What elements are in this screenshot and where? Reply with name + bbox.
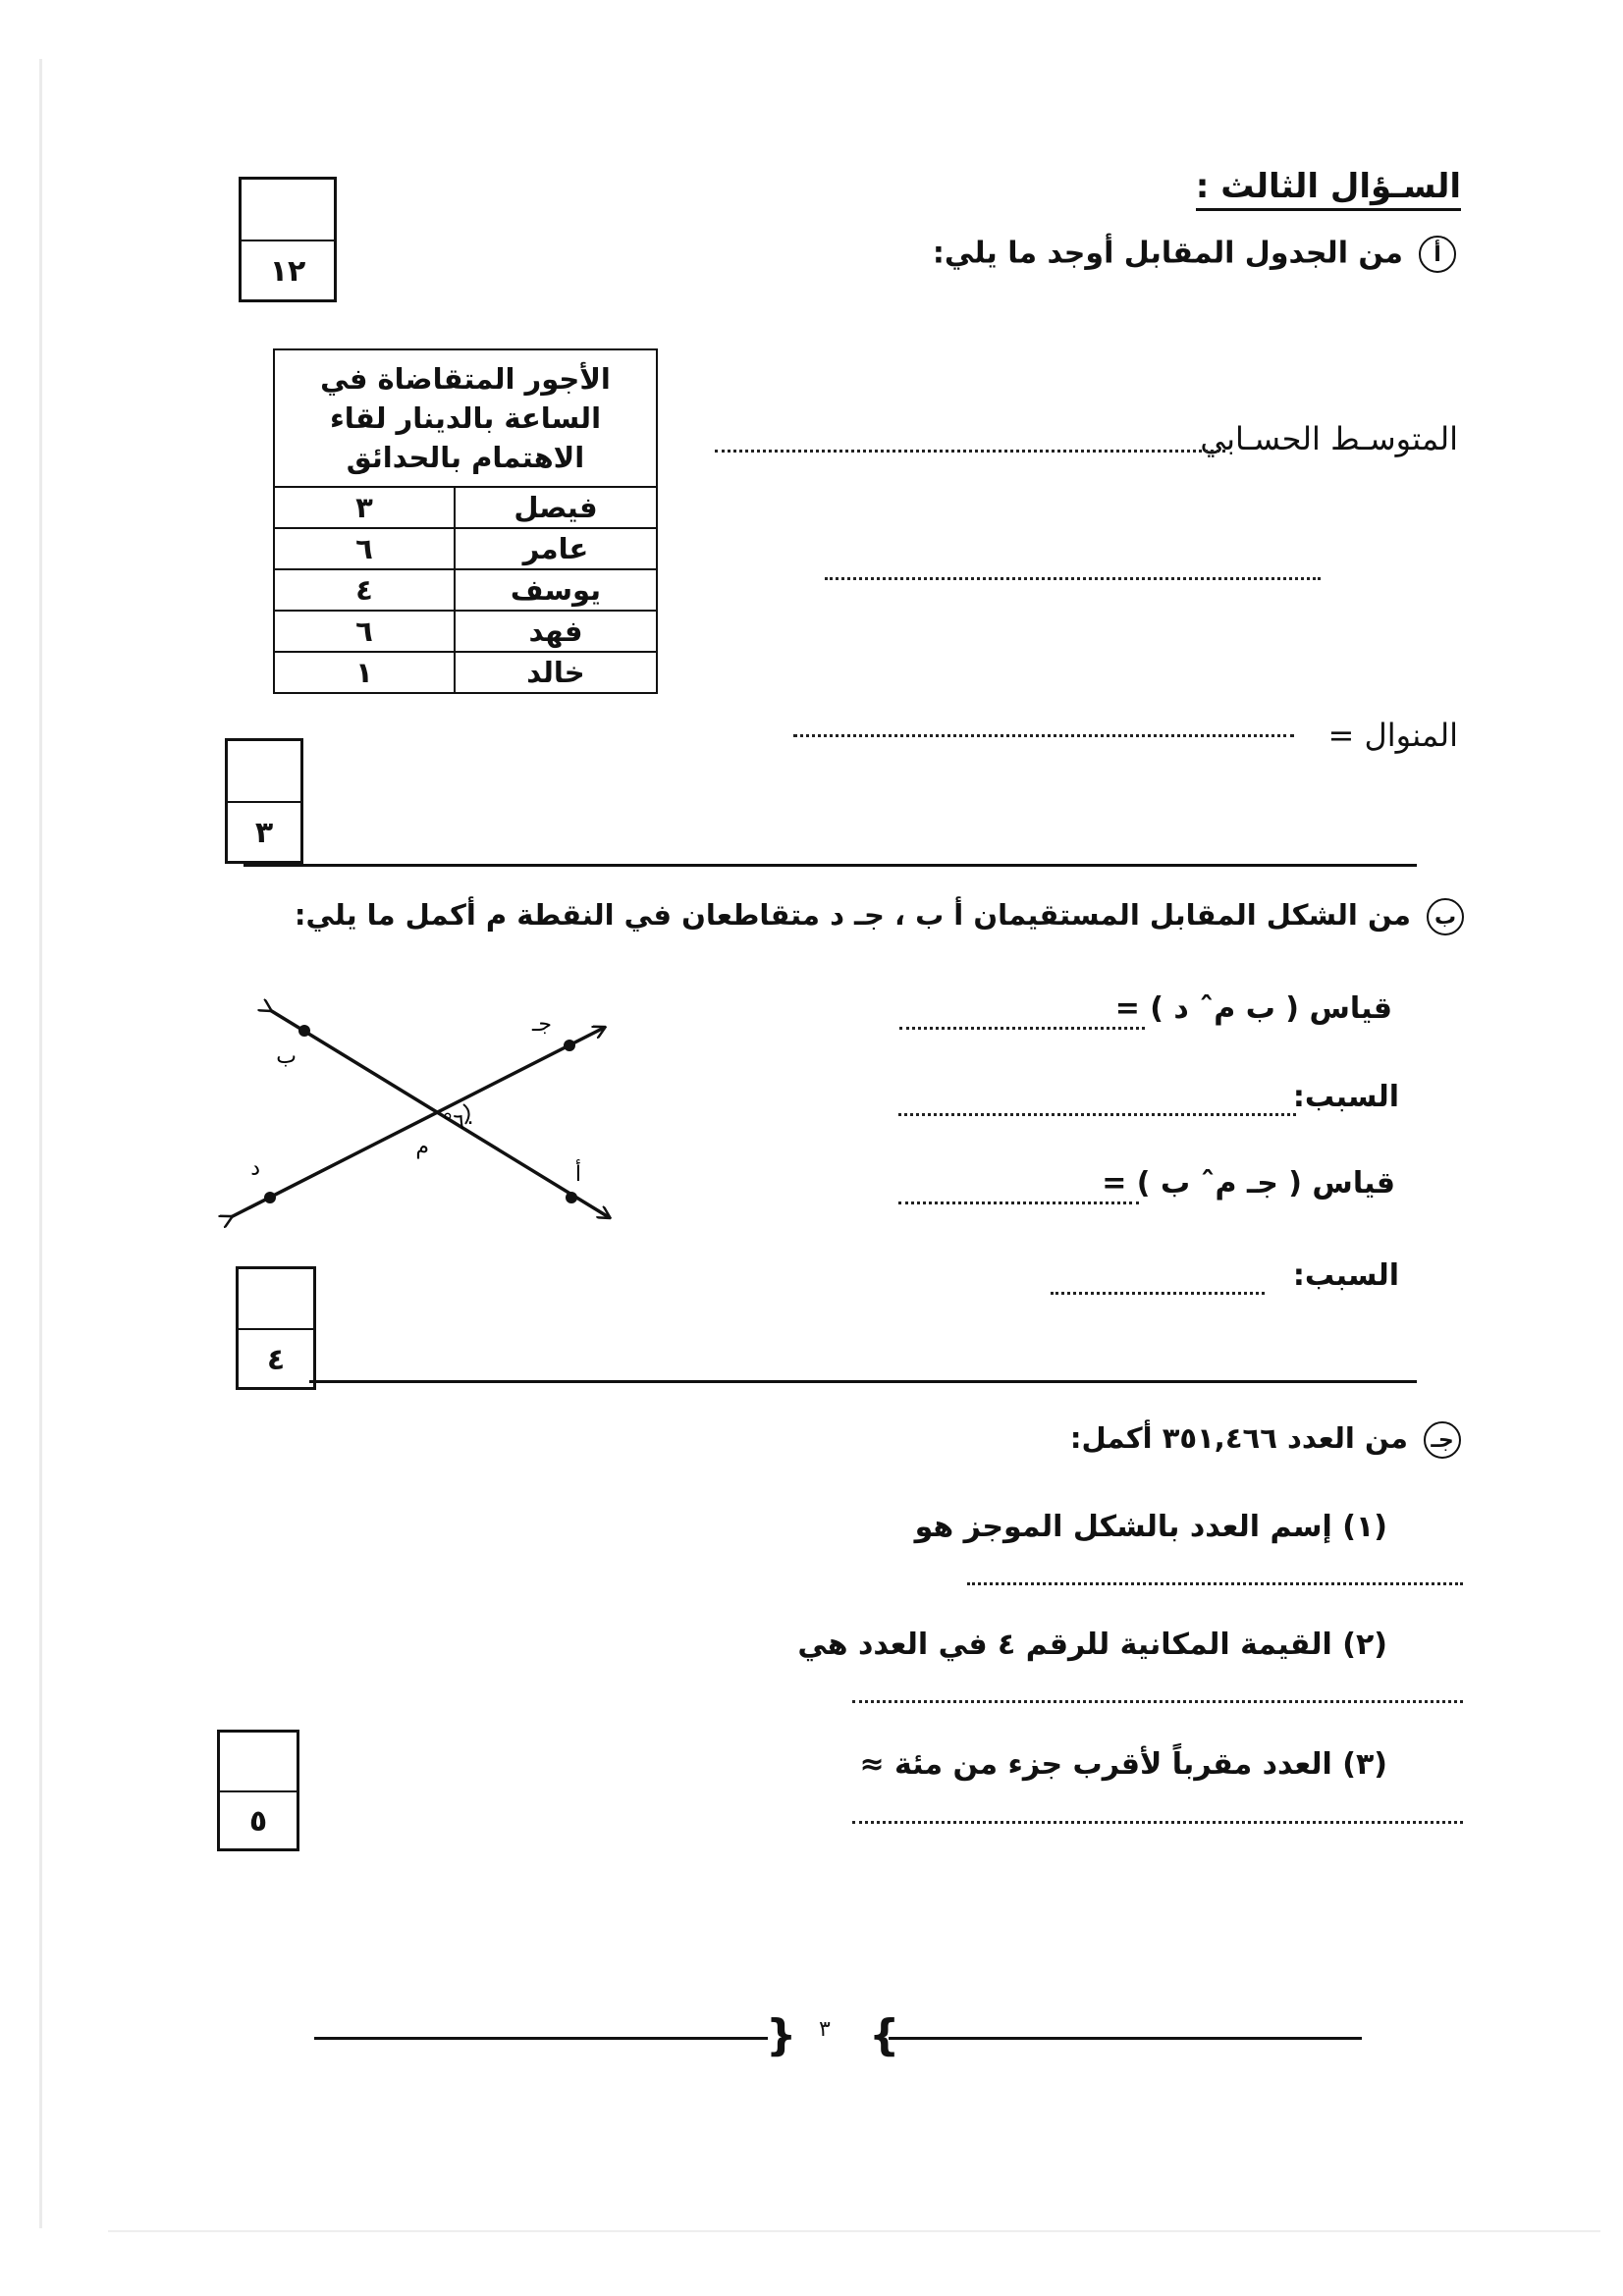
part-a-marker: أ — [1419, 236, 1456, 273]
footer-line-right — [889, 2037, 1362, 2040]
part-b-q1-answer[interactable] — [899, 1027, 1145, 1030]
table-cell-name: فهد — [455, 611, 657, 652]
point-b-dot — [298, 1025, 310, 1037]
section-divider — [243, 864, 1417, 867]
part-c-score-value: ٥ — [248, 1804, 268, 1839]
table-cell-value: ٤ — [274, 569, 455, 611]
point-c-dot — [564, 1040, 575, 1051]
table-cell-value: ٦ — [274, 528, 455, 569]
label-d: د — [250, 1156, 260, 1181]
wages-table — [273, 348, 658, 694]
table-cell-value: ٦ — [274, 611, 455, 652]
table-row — [274, 611, 657, 652]
mean-label: المتوسـط الحسـابي — [1200, 420, 1458, 457]
table-cell-name: عامر — [455, 528, 657, 569]
part-c-score-blank[interactable] — [220, 1733, 297, 1792]
part-b-q2-answer[interactable] — [898, 1201, 1139, 1204]
table-row — [274, 569, 657, 611]
table-cell-value: ٣ — [274, 487, 455, 528]
table-row — [274, 487, 657, 528]
table-cell-name: خالد — [455, 652, 657, 693]
part-b-reason2-answer[interactable] — [1051, 1292, 1265, 1295]
label-center: م — [415, 1135, 429, 1159]
table-cell-value: ١ — [274, 652, 455, 693]
part-c-q2: (٢) القيمة المكانية للرقم ٤ في العدد هي — [797, 1628, 1387, 1662]
mode-answer-line[interactable] — [793, 734, 1294, 737]
part-b-text: من الشكل المقابل المستقيمان أ ب ، جـ د متقاطعان في النقطة م أكمل ما يلي: — [294, 898, 1411, 932]
label-a: أ — [574, 1162, 581, 1187]
total-score-value: ١٢ — [269, 254, 306, 289]
part-a-score-blank[interactable] — [228, 741, 300, 803]
point-d-dot — [264, 1192, 276, 1203]
part-b-marker: ب — [1427, 898, 1464, 935]
part-b-score-box — [236, 1266, 316, 1390]
part-a-score-box — [225, 738, 303, 864]
part-c-q1-answer[interactable] — [967, 1582, 1463, 1585]
part-c-q1: (١) إسم العدد بالشكل الموجز هو — [914, 1510, 1387, 1544]
part-b-score-value: ٤ — [266, 1342, 286, 1377]
point-a-dot — [566, 1192, 577, 1203]
part-c-q3-answer[interactable] — [852, 1821, 1463, 1824]
footer-bracket-left: { — [766, 2010, 797, 2060]
part-c-marker: جـ — [1424, 1421, 1461, 1459]
part-a-instruction — [933, 236, 1456, 273]
part-c-score-box — [217, 1730, 299, 1851]
footer-bracket-right: } — [869, 2010, 900, 2060]
scan-bottom-edge — [108, 2230, 1600, 2232]
part-b-q1: قياس ( ب مˆ د ) = — [1114, 991, 1392, 1026]
page-number: ٣ — [819, 2017, 831, 2042]
question-title: السـؤال الثالث : — [1196, 167, 1461, 211]
total-score-box — [239, 177, 337, 302]
section-divider — [309, 1380, 1417, 1383]
table-row — [274, 652, 657, 693]
part-b-instruction — [295, 898, 1464, 935]
part-c-instruction — [1070, 1421, 1461, 1459]
total-score-blank[interactable] — [242, 180, 334, 241]
part-a-text: من الجدول المقابل أوجد ما يلي: — [932, 236, 1403, 271]
part-b-reason2: السبب: — [1292, 1258, 1399, 1293]
part-b-q2: قياس ( جـ مˆ ب ) = — [1102, 1166, 1395, 1201]
table-row — [274, 528, 657, 569]
part-b-reason1: السبب: — [1292, 1080, 1399, 1114]
part-a-score-value: ٣ — [254, 816, 274, 850]
mode-label: المنوال = — [1327, 717, 1458, 754]
table-cell-name: يوسف — [455, 569, 657, 611]
label-angle: ٦٠° — [442, 1110, 476, 1135]
table-header: الأجور المتقاضاة في الساعة بالدينار لقاء الاهتمام بالحدائق — [274, 349, 657, 487]
part-b-score-blank[interactable] — [239, 1269, 313, 1330]
part-c-text: من العدد ٣٥١,٤٦٦ أكمل: — [1069, 1421, 1408, 1455]
footer-line-left — [314, 2037, 768, 2040]
label-b: ب — [276, 1044, 297, 1069]
mean-answer-line[interactable] — [715, 450, 1225, 453]
part-c-q3: (٣) العدد مقرباً لأقرب جزء من مئة ≈ — [859, 1747, 1387, 1782]
mean-answer-line-2[interactable] — [825, 577, 1321, 580]
table-cell-name: فيصل — [455, 487, 657, 528]
part-c-q2-answer[interactable] — [852, 1700, 1463, 1703]
intersecting-lines-diagram — [216, 987, 628, 1242]
part-b-reason1-answer[interactable] — [898, 1113, 1296, 1116]
line-ab — [270, 1010, 609, 1217]
label-c: جـ — [531, 1012, 552, 1037]
scan-edge — [39, 59, 72, 2228]
